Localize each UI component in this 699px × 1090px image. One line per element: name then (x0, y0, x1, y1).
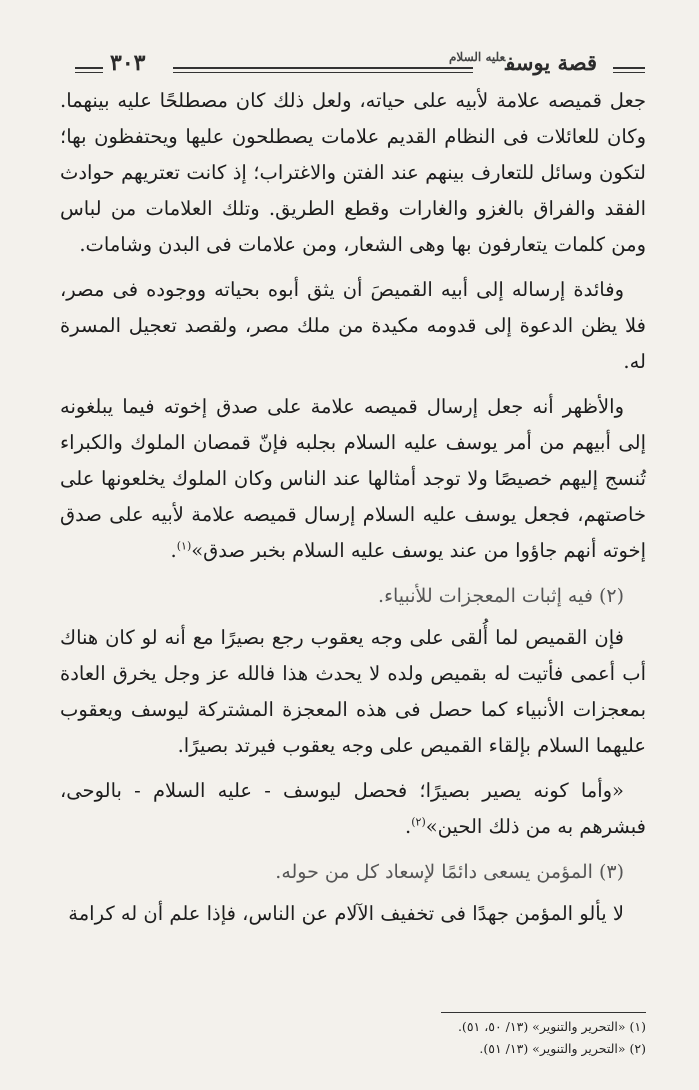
page-header (75, 50, 645, 86)
paragraph-text: وفائدة إرساله إلى أبيه القميصَ أن يثق أبوه بحياته ووجوده فى مصر، فلا يظن الدعوة إلى قدومه مكيدة من ملك مصر، ولقصد تعجيل المسرة له. (60, 278, 646, 373)
section-heading (60, 578, 646, 614)
footnote-ref[interactable]: (٢) (411, 815, 426, 829)
section-heading-text: (٢) فيه إثبات المعجزات للأنبياء. (378, 585, 624, 607)
paragraph (60, 773, 646, 845)
running-title-text: قصة يوسف (505, 50, 597, 75)
paragraph (60, 896, 646, 932)
paragraph (60, 389, 646, 569)
paragraph (60, 83, 646, 263)
footnote: (٢) «التحرير والتنوير» (١٣/ ٥١). (479, 1041, 646, 1056)
footnote: (١) «التحرير والتنوير» (١٣/ ٥٠، ٥١). (457, 1019, 646, 1034)
paragraph (60, 620, 646, 764)
running-title (445, 50, 597, 75)
paragraph-text: «وأما كونه يصير بصيرًا؛ فحصل ليوسف - عليه السلام - بالوحى، فبشرهم به من ذلك الحين» (60, 779, 646, 838)
paragraph (60, 272, 646, 380)
paragraph-tail: . (170, 539, 177, 562)
footnotes (286, 1016, 646, 1060)
section-heading-text: (٣) المؤمن يسعى دائمًا لإسعاد كل من حوله. (275, 861, 624, 883)
paragraph-text: فإن القميص لما أُلقى على وجه يعقوب رجع بصيرًا مع أنه لو كان هناك أب أعمى فأتيت له بقميص ولده لا يحدث هذا فالله عز وجل يخرق العادة بمعجزات الأنبياء كما حصل فى هذه المعجزة المشتركة ليوسف ويعقوب عليهما السلام بإلقاء القميص على وجه يعقوب فيرتد بصيرًا. (60, 626, 646, 757)
page-number: ٣٠٣ (110, 50, 146, 76)
honorific: عليه السلام (448, 50, 506, 64)
header-rule-middle (173, 67, 473, 69)
paragraph-text: لا يألو المؤمن جهدًا فى تخفيف الآلام عن الناس، فإذا علم أن له كرامة (68, 902, 624, 925)
paragraph-text: والأظهر أنه جعل إرسال قميصه علامة على صدق إخوته فيما يبلغونه إلى أبيهم من أمر يوسف عليه السلام بجلبه فإنّ قمصان الملوك والكبراء تُنسج إليهم خصيصًا ولا توجد أمثالها عند الناس وكان الملوك يخلعونها على خاصتهم، فجعل يوسف عليه السلام إرسال قميصه علامة لأبيه على صدق إخوته أنهم جاؤوا من عند يوسف عليه السلام بخبر صدق» (60, 395, 646, 562)
footnote-ref[interactable]: (١) (176, 539, 192, 553)
footnote-separator (441, 1012, 646, 1013)
header-rule-right (613, 67, 645, 69)
body-text (60, 83, 646, 941)
paragraph-text: جعل قميصه علامة لأبيه على حياته، ولعل ذلك كان مصطلحًا عليه بينهما. وكان للعائلات فى النظام القديم علامات يصطلحون عليها ويحتفظون بها؛ لتكون وسائل للتعارف بينهم عند الفتن والاغتراب؛ إذ كانت تعتريهم حوادث الفقد والفراق بالغزو والغارات وقطع الطريق. وتلك العلامات من لباس ومن كلمات يتعارفون بها وهى الشعار، ومن علامات فى البدن وشامات. (60, 89, 647, 256)
header-rule-left (75, 67, 103, 69)
section-heading (60, 854, 646, 890)
paragraph-tail: . (405, 815, 412, 838)
